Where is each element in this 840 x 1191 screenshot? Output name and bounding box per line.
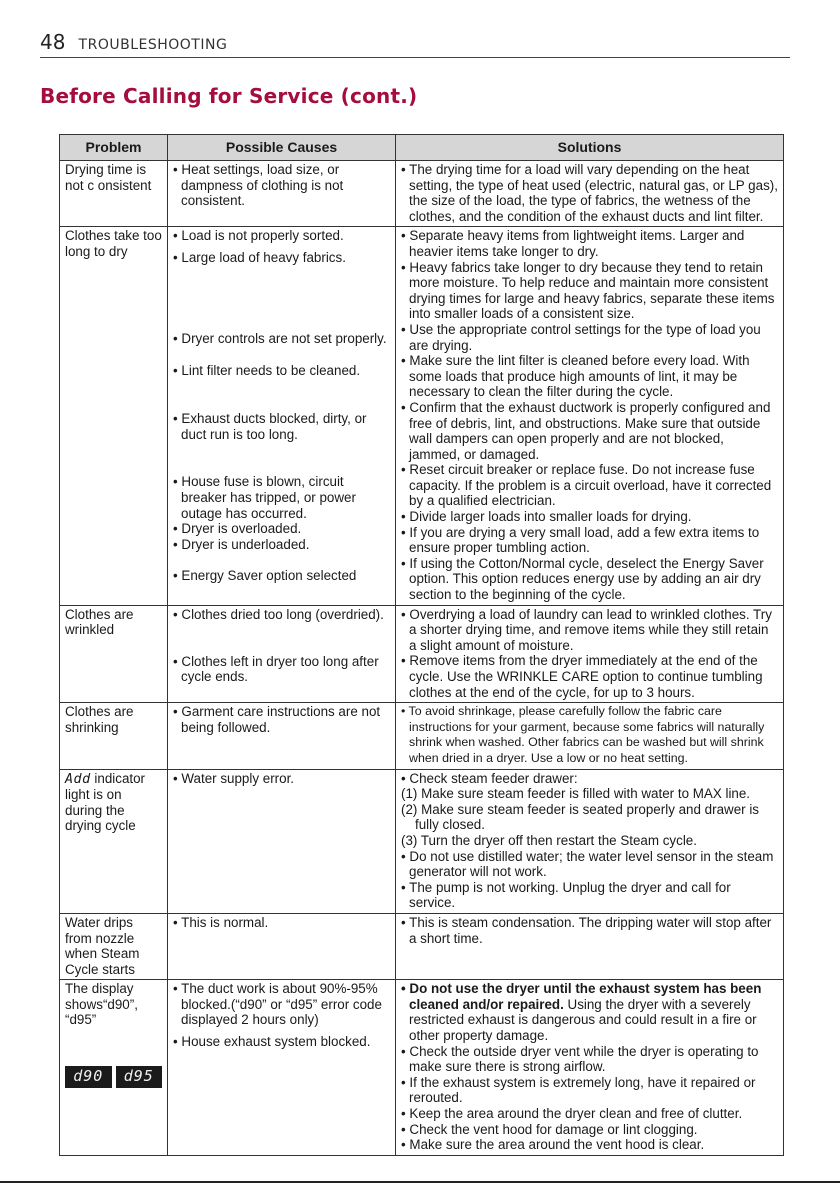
- warning-lead: • Do not use the dryer until the exhaust system has been cleaned and/or repaired.: [401, 981, 762, 1012]
- solution-item: • Check the outside dryer vent while the dryer is operating to make sure there is strong airflow.: [401, 1043, 759, 1075]
- problem-text: Drying time is not c onsistent: [65, 162, 152, 193]
- cause-item: • Load is not properly sorted.: [173, 228, 344, 244]
- solution-item: • Remove items from the dryer immediately at the end of the cycle. Use the WRINKLE CARE option to continue tumbling clothes at the end of the cycle, for up to 3 hours.: [401, 653, 763, 700]
- page-title: Before Calling for Service (cont.): [40, 84, 418, 108]
- table-row: [60, 161, 784, 227]
- error-code-displays: [65, 1066, 162, 1088]
- cause-item: • The duct work is about 90%-95% blocked.(“d90” or “d95” error code displayed 2 hours only): [173, 981, 382, 1028]
- cause-item: • Dryer controls are not set properly.: [173, 331, 387, 347]
- cause-item: • Exhaust ducts blocked, dirty, or duct run is too long.: [173, 411, 367, 442]
- solutions-cell: [396, 913, 784, 979]
- solution-step: (3) Turn the dryer off then restart the Steam cycle.: [401, 832, 697, 848]
- solution-item: • Use the appropriate control settings for the type of load you are drying.: [401, 321, 761, 353]
- solution-item: • Keep the area around the dryer clean and free of clutter.: [401, 1106, 743, 1122]
- table-row: [60, 227, 784, 605]
- cause-item: • Clothes left in dryer too long after cycle ends.: [173, 653, 379, 685]
- cause-item: • Large load of heavy fabrics.: [173, 250, 346, 266]
- solution-item: [401, 981, 778, 1043]
- solution-item: • If using the Cotton/Normal cycle, deselect the Energy Saver option. This option reduces energy use by adding an air dry section to the beginning of the cycle.: [401, 555, 764, 603]
- solution-item: • Overdrying a load of laundry can lead to wrinkled clothes. Try a shorter drying time, and remove items while they still retain a slight amount of moisture.: [401, 606, 772, 653]
- problem-cell: [60, 227, 168, 605]
- add-indicator-code: Add: [65, 771, 91, 787]
- d90-display-icon: d90: [65, 1066, 112, 1088]
- cause-item: • Water supply error.: [173, 770, 295, 786]
- bottom-rule: [0, 1181, 840, 1183]
- cause-item: • Dryer is underloaded.: [173, 537, 310, 553]
- problem-text: Water drips from nozzle when Steam Cycle starts: [65, 914, 140, 977]
- cause-item: • Dryer is overloaded.: [173, 521, 302, 537]
- cause-item: • House exhaust system blocked.: [173, 1034, 371, 1050]
- cause-item: • Lint filter needs to be cleaned.: [173, 363, 361, 379]
- solutions-cell: [396, 980, 784, 1156]
- solution-item: • Separate heavy items from lightweight items. Larger and heavier items take longer to dry.: [401, 228, 745, 259]
- section-name: TROUBLESHOOTING: [78, 37, 228, 53]
- solution-item: • Make sure the area around the vent hood is clear.: [401, 1137, 705, 1153]
- solutions-cell: [396, 161, 784, 227]
- page-number: 48: [40, 30, 66, 54]
- solution-item: • This is steam condensation. The dripping water will stop after a short time.: [401, 914, 772, 946]
- problem-cell: [60, 703, 168, 769]
- solution-item: • Divide larger loads into smaller loads for drying.: [401, 509, 692, 525]
- solution-item: • If you are drying a very small load, add a few extra items to ensure proper tumbling action.: [401, 524, 760, 556]
- solutions-cell: [396, 769, 784, 913]
- cause-item: • Energy Saver option selected: [173, 568, 357, 584]
- table-header-row: [60, 135, 784, 161]
- cause-item: • House fuse is blown, circuit breaker has tripped, or power outage has occurred.: [173, 474, 356, 521]
- solution-item: • Do not use distilled water; the water level sensor in the steam generator will not work.: [401, 848, 774, 880]
- problem-cell: [60, 605, 168, 703]
- solution-item: • If the exhaust system is extremely long, have it repaired or rerouted.: [401, 1074, 756, 1106]
- solution-item: • Check steam feeder drawer:: [401, 770, 578, 786]
- causes-cell: [168, 980, 396, 1156]
- d95-display-icon: d95: [116, 1066, 163, 1088]
- table-row: [60, 605, 784, 703]
- table-row: [60, 913, 784, 979]
- problem-cell: [60, 913, 168, 979]
- cause-item: • Heat settings, load size, or dampness of clothing is not consistent.: [173, 162, 344, 209]
- problem-cell: [60, 161, 168, 227]
- solutions-cell: [396, 703, 784, 769]
- solution-item: • Make sure the lint filter is cleaned before every load. With some loads that produce high amounts of lint, it may be necessary to clean the filter during the cycle.: [401, 353, 750, 400]
- solution-item: • Check the vent hood for damage or lint clogging.: [401, 1121, 698, 1137]
- table-row: [60, 703, 784, 769]
- solution-item: • Heavy fabrics take longer to dry because they tend to retain more moisture. To help reduce and maintain more consistent drying times for large and heavy fabrics, separate these items into smaller loads of a consistent size.: [401, 259, 775, 322]
- solution-step: (2) Make sure steam feeder is seated properly and drawer is fully closed.: [401, 801, 759, 833]
- problem-cell: [60, 980, 168, 1156]
- solution-item: • To avoid shrinkage, please carefully follow the fabric care instructions for your garment, because some fabrics will naturally shrink when washed. Other fabrics can be washed but will shrink when dried in a dryer. Use a low or no heat setting.: [401, 704, 765, 765]
- solutions-column-header: Solutions: [396, 135, 784, 161]
- problem-column-header: Problem: [60, 135, 168, 161]
- solution-item: • The drying time for a load will vary depending on the heat setting, the type of heat used (electric, natural gas, or LP gas), the size of the load, the type of fabrics, the wetness of the clothes, and the condition of the exhaust ducts and lint filter.: [401, 162, 778, 224]
- causes-column-header: Possible Causes: [168, 135, 396, 161]
- warning-rest: Using the dryer with a severely restricted exhaust is dangerous and could result in a fire or other property damage.: [409, 996, 757, 1044]
- causes-cell: [168, 703, 396, 769]
- causes-cell: [168, 605, 396, 703]
- table-row: [60, 769, 784, 913]
- problem-cell: [60, 769, 168, 913]
- solutions-cell: [396, 605, 784, 703]
- cause-item: • Garment care instructions are not being followed.: [173, 704, 381, 735]
- problem-text: The display shows“d90”, “d95”: [65, 981, 138, 1028]
- problem-text-rest: indicator light is on during the drying cycle: [65, 770, 146, 834]
- causes-cell: [168, 769, 396, 913]
- causes-cell: [168, 227, 396, 605]
- problem-text: [65, 771, 162, 834]
- page-header: [40, 30, 790, 58]
- solution-step: (1) Make sure steam feeder is filled with water to MAX line.: [401, 786, 751, 802]
- solutions-cell: [396, 227, 784, 605]
- troubleshooting-table: [59, 134, 784, 1156]
- cause-item: • Clothes dried too long (overdried).: [173, 606, 384, 622]
- table-row: [60, 980, 784, 1156]
- cause-item: • This is normal.: [173, 914, 269, 930]
- problem-text: Clothes take too long to dry: [65, 228, 162, 259]
- solution-item: • Confirm that the exhaust ductwork is properly configured and free of debris, lint, and obstructions. Make sure that outside wall dampers can open properly and are not blocked, jammed, or damaged.: [401, 399, 771, 462]
- problem-text: Clothes are wrinkled: [65, 606, 134, 638]
- solution-item: • The pump is not working. Unplug the dryer and call for service.: [401, 879, 731, 911]
- causes-cell: [168, 913, 396, 979]
- problem-text: Clothes are shrinking: [65, 704, 134, 735]
- solution-item: • Reset circuit breaker or replace fuse. Do not increase fuse capacity. If the problem is a circuit overload, have it corrected by a qualified electrician.: [401, 462, 772, 509]
- causes-cell: [168, 161, 396, 227]
